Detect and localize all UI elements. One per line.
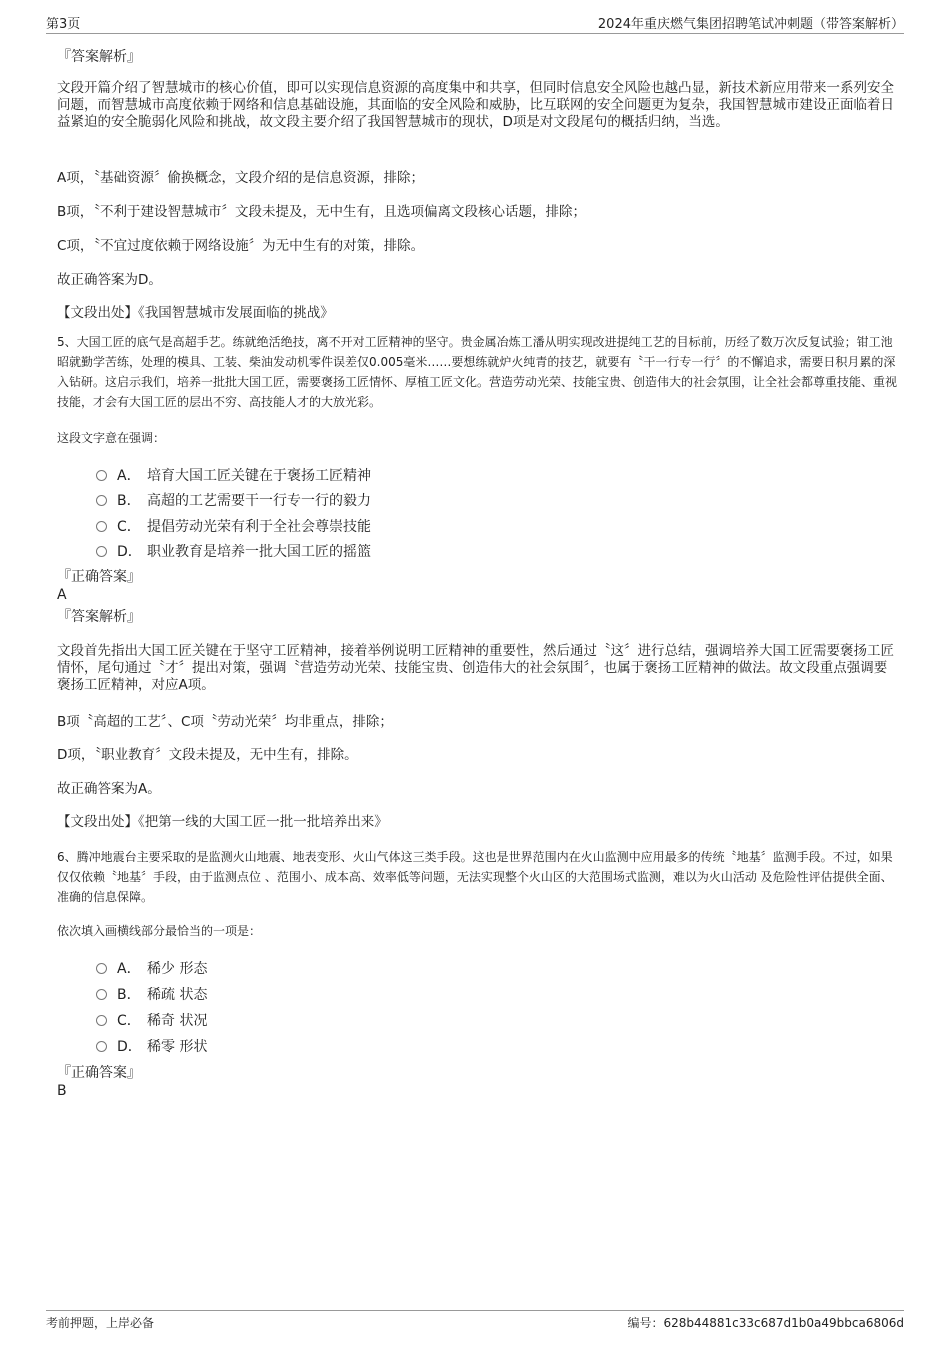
option-letter: C． <box>117 519 141 535</box>
option-text: 稀疏 状态 <box>147 987 208 1003</box>
q5-option-d[interactable] <box>96 541 371 561</box>
radio-icon[interactable] <box>96 546 107 557</box>
q5-analysis-option-d: D项，〝职业教育〞文段未提及，无中生有，排除。 <box>57 747 358 763</box>
option-text: 提倡劳动光荣有利于全社会尊崇技能 <box>147 519 371 535</box>
q6-answer: B <box>57 1083 67 1099</box>
option-letter: C． <box>117 1013 141 1029</box>
option-letter: A． <box>117 961 141 977</box>
document-title: 2024年重庆燃气集团招聘笔试冲刺题（带答案解析） <box>597 17 904 32</box>
radio-icon[interactable] <box>96 470 107 481</box>
q5-question-text: 5、大国工匠的底气是高超手艺。练就绝活绝技，离不开对工匠精神的坚守。贵金属冶炼工潘从明实现改进提纯工艺的目标前，历经了数万次反复试验；钳工池昭就勤学苦练，处理的模具、工装、柴油发动机零件误差仅0.005毫米……要想练就炉火纯青的技艺，就要有〝干一行专一行〞的不懈追求，需要日积月累的深入钻研。这启示我们，培养一批批大国工匠，需要褒扬工匠情怀、厚植工匠文化。营造劳动光荣、技能宝贵、创造伟大的社会氛围，让全社会都尊重技能、重视技能，才会有大国工匠的层出不穷、高技能人才的大放光彩。 <box>57 335 898 409</box>
option-letter: A． <box>117 468 141 484</box>
q5-answer-heading: 『正确答案』 <box>57 569 141 585</box>
radio-icon[interactable] <box>96 1041 107 1052</box>
q6-answer-heading: 『正确答案』 <box>57 1065 141 1081</box>
option-letter: B． <box>117 987 141 1003</box>
q6-prompt: 依次填入画横线部分最恰当的一项是： <box>57 924 262 938</box>
q4-analysis-heading: 『答案解析』 <box>57 49 141 65</box>
q5-analysis-paragraph: 文段首先指出大国工匠关键在于坚守工匠精神，接着举例说明工匠精神的重要性，然后通过〝这〞进行总结，强调培养大国工匠需要褒扬工匠情怀，尾句通过〝才〞提出对策，强调〝营造劳动光荣、技能宝贵、创造伟大的社会氛围〞，也属于褒扬工匠精神的做法。故文段重点强调要褒扬工匠精神，对应A项。 <box>57 643 894 693</box>
radio-icon[interactable] <box>96 963 107 974</box>
footer-divider <box>46 1310 904 1311</box>
option-letter: D． <box>117 544 142 560</box>
option-text: 稀奇 状况 <box>147 1013 208 1029</box>
q6-option-d[interactable] <box>96 1036 207 1056</box>
q5-answer: A <box>57 587 67 603</box>
option-text: 培育大国工匠关键在于褒扬工匠精神 <box>147 468 371 484</box>
option-text: 高超的工艺需要干一行专一行的毅力 <box>147 493 371 509</box>
radio-icon[interactable] <box>96 521 107 532</box>
q5-conclusion: 故正确答案为A。 <box>57 781 161 797</box>
q5-prompt: 这段文字意在强调： <box>57 431 166 445</box>
option-text: 职业教育是培养一批大国工匠的摇篮 <box>147 544 371 560</box>
q4-analysis-option-c: C项，〝不宜过度依赖于网络设施〞为无中生有的对策，排除。 <box>57 238 425 254</box>
page-number: 第3页 <box>46 17 81 32</box>
q4-source: 【文段出处】《我国智慧城市发展面临的挑战》 <box>57 305 334 321</box>
option-text: 稀零 形状 <box>147 1039 208 1055</box>
q6-option-a[interactable] <box>96 958 207 978</box>
q5-source: 【文段出处】《把第一线的大国工匠一批一批培养出来》 <box>57 814 388 830</box>
q4-analysis-option-b: B项，〝不利于建设智慧城市〞文段未提及，无中生有，且选项偏离文段核心话题，排除； <box>57 204 587 220</box>
q5-option-b[interactable] <box>96 490 371 510</box>
footer-slogan: 考前押题，上岸必备 <box>46 1316 155 1330</box>
option-letter: B． <box>117 493 141 509</box>
q6-option-c[interactable] <box>96 1010 207 1030</box>
document-id: 编号：628b44881c33c687d1b0a49bbca6806d <box>627 1316 904 1330</box>
option-letter: D． <box>117 1039 142 1055</box>
option-text: 稀少 形态 <box>147 961 208 977</box>
q4-analysis-option-a: A项，〝基础资源〞偷换概念，文段介绍的是信息资源，排除； <box>57 170 424 186</box>
radio-icon[interactable] <box>96 495 107 506</box>
q6-question-text: 6、腾冲地震台主要采取的是监测火山地震、地表变形、火山气体这三类手段。这也是世界范围内在火山监测中应用最多的传统〝地基〞监测手段。不过，如果仅仅依赖〝地基〞手段，由于监测点位 、范围小、成本高、效率低等问题，无法实现整个火山区的大范围场式监测，难以为火山活动 及危险性评估提供全面、准确的信息保障。 <box>57 850 893 904</box>
q4-conclusion: 故正确答案为D。 <box>57 272 162 288</box>
radio-icon[interactable] <box>96 989 107 1000</box>
q4-analysis-paragraph: 文段开篇介绍了智慧城市的核心价值，即可以实现信息资源的高度集中和共享，但同时信息安全风险也越凸显，新技术新应用带来一系列安全问题，而智慧城市高度依赖于网络和信息基础设施，其面临的安全风险和威胁，比互联网的安全问题更为复杂，我国智慧城市建设正面临着日益紧迫的安全脆弱化风险和挑战，故文段主要介绍了我国智慧城市的现状，D项是对文段尾句的概括归纳，当选。 <box>57 80 894 130</box>
q5-option-a[interactable] <box>96 465 371 485</box>
header-divider <box>46 33 904 34</box>
radio-icon[interactable] <box>96 1015 107 1026</box>
q6-option-b[interactable] <box>96 984 207 1004</box>
q5-analysis-option-bc: B项〝高超的工艺〞、C项〝劳动光荣〞均非重点，排除； <box>57 714 393 730</box>
q5-option-c[interactable] <box>96 516 371 536</box>
q5-analysis-heading: 『答案解析』 <box>57 609 141 625</box>
